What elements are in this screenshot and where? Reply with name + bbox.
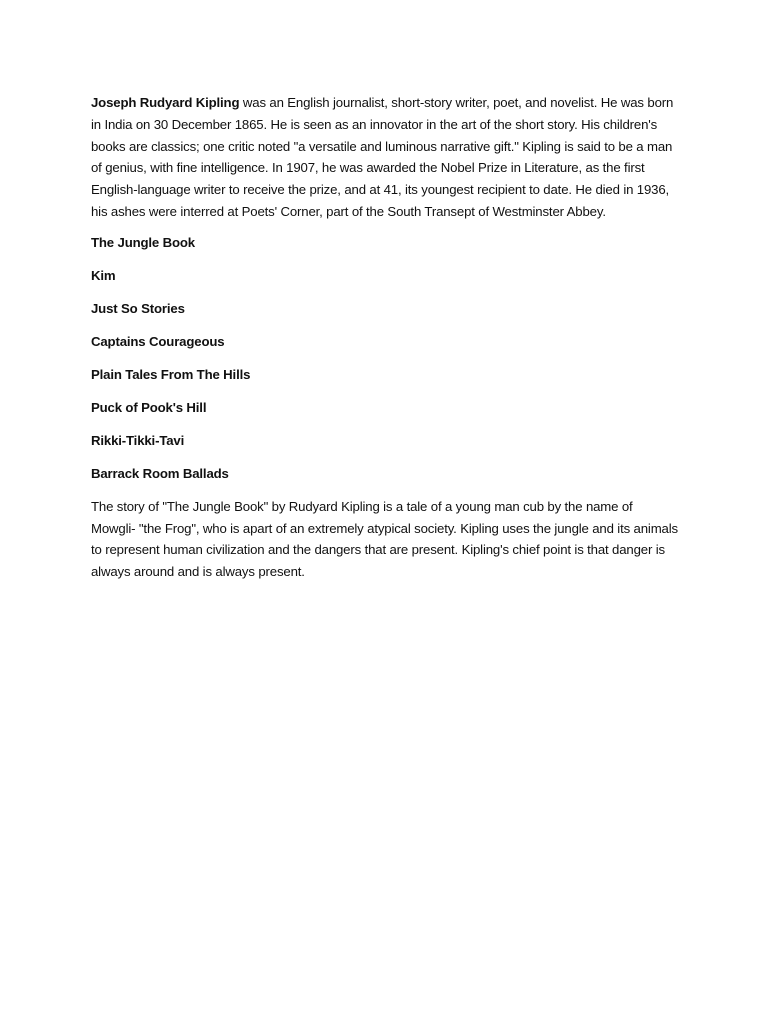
work-title-just-so-stories: Just So Stories xyxy=(91,300,185,316)
story-paragraph: The story of "The Jungle Book" by Rudyard Kipling is a tale of a young man cub by the name of Mowgli- "the Frog", who is apart of an extremely atypical society. Kipling uses the jungle and its animals to represent human civilization and the dangers that are present. Kipling's chief point is that danger is always around and is always present. xyxy=(91,498,678,580)
bio-text: was an English journalist, short-story writer, poet, and novelist. He was born in India on 30 December 1865. He is seen as an innovator in the art of the short story. His children's books are classics; one critic noted "a versatile and luminous narrative gift." Kipling is said to be a man of genius, with fine intelligence. In 1907, he was awarded the Nobel Prize in Literature, as the first English-language writer to receive the prize, and at 41, its youngest recipient to date. He died in 1936, his ashes were interred at Poets' Corner, part of the South Transept of Westminster Abbey. xyxy=(91,95,674,219)
works-list xyxy=(91,232,680,485)
bio-paragraph xyxy=(91,92,680,223)
work-title-rikki-tikki-tavi: Rikki-Tikki-Tavi xyxy=(91,432,185,448)
work-title-puck-of-pooks-hill: Puck of Pook's Hill xyxy=(91,399,207,415)
work-title-jungle-book: The Jungle Book xyxy=(91,234,195,250)
work-title-kim: Kim xyxy=(91,267,116,283)
author-name: Joseph Rudyard Kipling xyxy=(91,95,240,110)
work-title-captains-courageous: Captains Courageous xyxy=(91,333,225,349)
work-title-barrack-room-ballads: Barrack Room Ballads xyxy=(91,465,229,481)
work-title-plain-tales: Plain Tales From The Hills xyxy=(91,366,251,382)
